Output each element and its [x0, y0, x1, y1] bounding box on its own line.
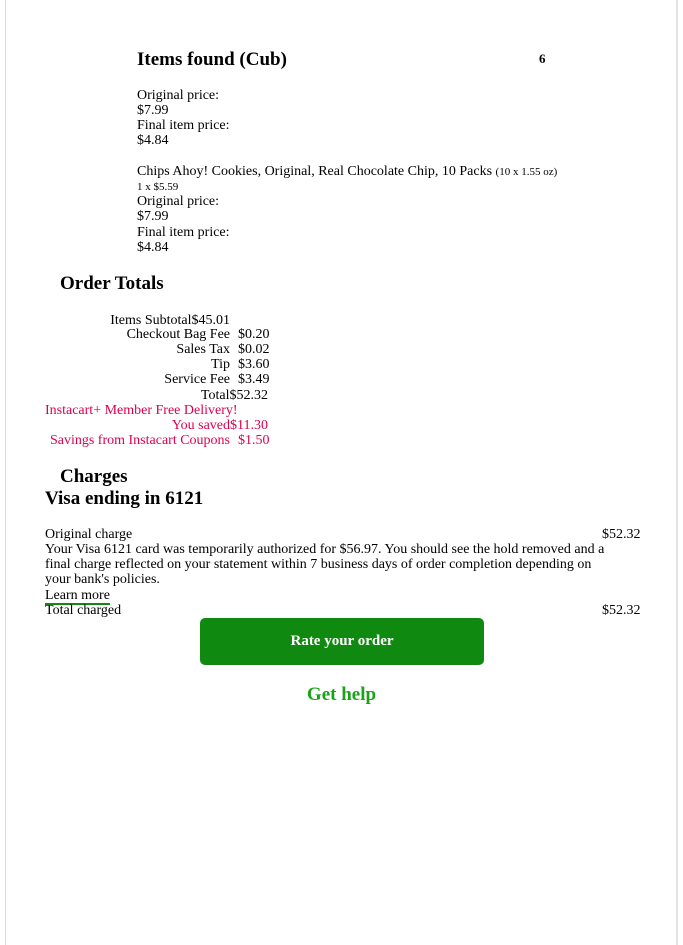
card-heading: Visa ending in 6121 [45, 488, 204, 509]
item2-final-value: $4.84 [137, 240, 169, 255]
total-row [0, 388, 268, 403]
item2-size: (10 x 1.55 oz) [495, 166, 558, 178]
sales-tax-value: $0.02 [238, 342, 270, 357]
service-fee-label: Service Fee [164, 372, 230, 387]
get-help-link[interactable]: Get help [306, 684, 377, 705]
item2-original-value: $7.99 [137, 209, 169, 224]
item2-final-label: Final item price: [137, 225, 230, 240]
item2-name-row [137, 164, 557, 180]
you-saved-value: $11.30 [230, 418, 268, 433]
learn-more-link[interactable]: Learn more [45, 588, 110, 603]
coupons-value: $1.50 [238, 433, 270, 448]
item1-final-label: Final item price: [137, 118, 230, 133]
total-charged-value: $52.32 [602, 603, 641, 618]
tip-value: $3.60 [238, 357, 270, 372]
page-border-right [676, 0, 678, 945]
original-charge-label: Original charge [45, 527, 133, 542]
total-label: Total [200, 388, 230, 403]
item1-original-label: Original price: [137, 88, 220, 103]
items-subtotal-row [0, 313, 230, 328]
rate-order-button[interactable] [200, 618, 484, 665]
items-found-heading: Items found (Cub) [137, 49, 287, 70]
item1-original-value: $7.99 [137, 103, 169, 118]
page-border-left [5, 0, 6, 945]
you-saved-label: You saved [171, 418, 231, 433]
total-value: $52.32 [229, 388, 268, 403]
charges-heading: Charges [60, 466, 128, 487]
item1-final-value: $4.84 [137, 133, 169, 148]
item2-quantity: 1 x $5.59 [137, 181, 179, 193]
coupons-label: Savings from Instacart Coupons [49, 433, 230, 448]
member-delivery-note: Instacart+ Member Free Delivery! [45, 403, 238, 418]
bag-fee-label: Checkout Bag Fee [126, 327, 230, 342]
authorization-note: Your Visa 6121 card was temporarily authorized for $56.97. You should see the hold removed and a final charge reflected on your statement within 7 business days of order completion depending on your bank's policies. [45, 542, 605, 587]
order-totals-heading: Order Totals [60, 273, 164, 294]
you-saved-row [0, 418, 268, 433]
items-subtotal-label: Items Subtotal [110, 313, 192, 328]
total-charged-label: Total charged [45, 603, 122, 618]
bag-fee-value: $0.20 [238, 327, 270, 342]
item2-original-label: Original price: [137, 194, 220, 209]
items-found-count: 6 [539, 51, 546, 66]
rate-order-label: Rate your order [290, 633, 394, 649]
original-charge-value: $52.32 [602, 527, 641, 542]
items-subtotal-value: $45.01 [191, 313, 230, 328]
item2-name: Chips Ahoy! Cookies, Original, Real Chocolate Chip, 10 Packs [137, 164, 493, 179]
sales-tax-label: Sales Tax [176, 342, 230, 357]
tip-label: Tip [211, 357, 230, 372]
service-fee-value: $3.49 [238, 372, 270, 387]
